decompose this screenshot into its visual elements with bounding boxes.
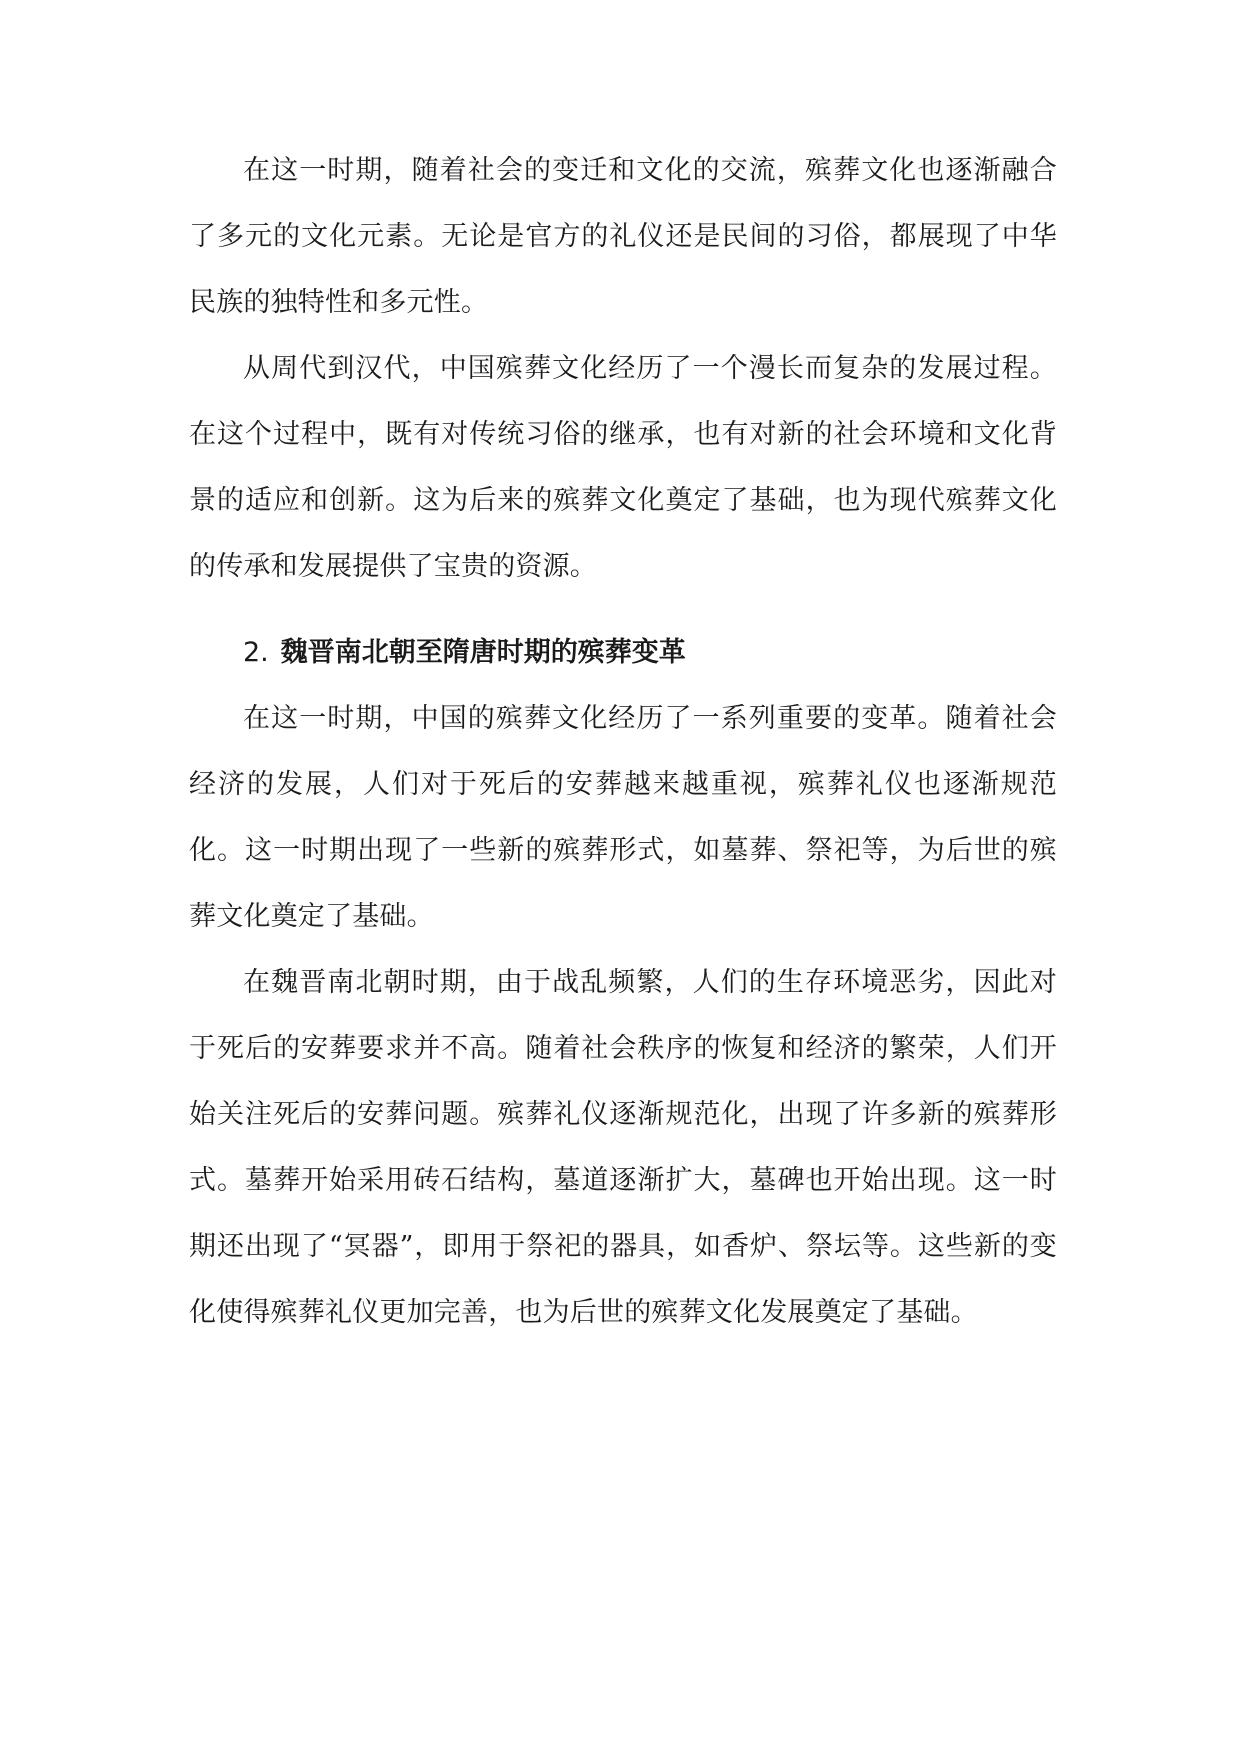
paragraph-cultural-fusion: 在这一时期，随着社会的变迁和文化的交流，殡葬文化也逐渐融合了多元的文化元素。无论是官方的礼仪还是民间的习俗，都展现了中华民族的独特性和多元性。 — [189, 155, 1057, 318]
section-heading — [189, 620, 1057, 686]
paragraph-zhou-to-han: 从周代到汉代，中国殡葬文化经历了一个漫长而复杂的发展过程。在这个过程中，既有对传统习俗的继承，也有对新的社会环境和文化背景的适应和创新。这为后来的殡葬文化奠定了基础，也为现代殡葬文化的传承和发展提供了宝贵的资源。 — [189, 353, 1057, 582]
paragraph-funeral-reform: 在这一时期，中国的殡葬文化经历了一系列重要的变革。随着社会经济的发展，人们对于死后的安葬越来越重视，殡葬礼仪也逐渐规范化。这一时期出现了一些新的殡葬形式，如墓葬、祭祀等，为后世的殡葬文化奠定了基础。 — [189, 703, 1057, 932]
paragraph-wei-jin-period: 在魏晋南北朝时期，由于战乱频繁，人们的生存环境恶劣，因此对于死后的安葬要求并不高。随着社会秩序的恢复和经济的繁荣，人们开始关注死后的安葬问题。殡葬礼仪逐渐规范化，出现了许多新的殡葬形式。墓葬开始采用砖石结构，墓道逐渐扩大，墓碑也开始出现。这一时期还出现了“冥器”，即用于祭祀的器具，如香炉、祭坛等。这些新的变化使得殡葬礼仪更加完善，也为后世的殡葬文化发展奠定了基础。 — [189, 967, 1057, 1328]
section-title: 魏晋南北朝至隋唐时期的殡葬变革 — [280, 637, 686, 668]
document-body — [189, 138, 1057, 1346]
section-number: 2. — [243, 637, 269, 668]
